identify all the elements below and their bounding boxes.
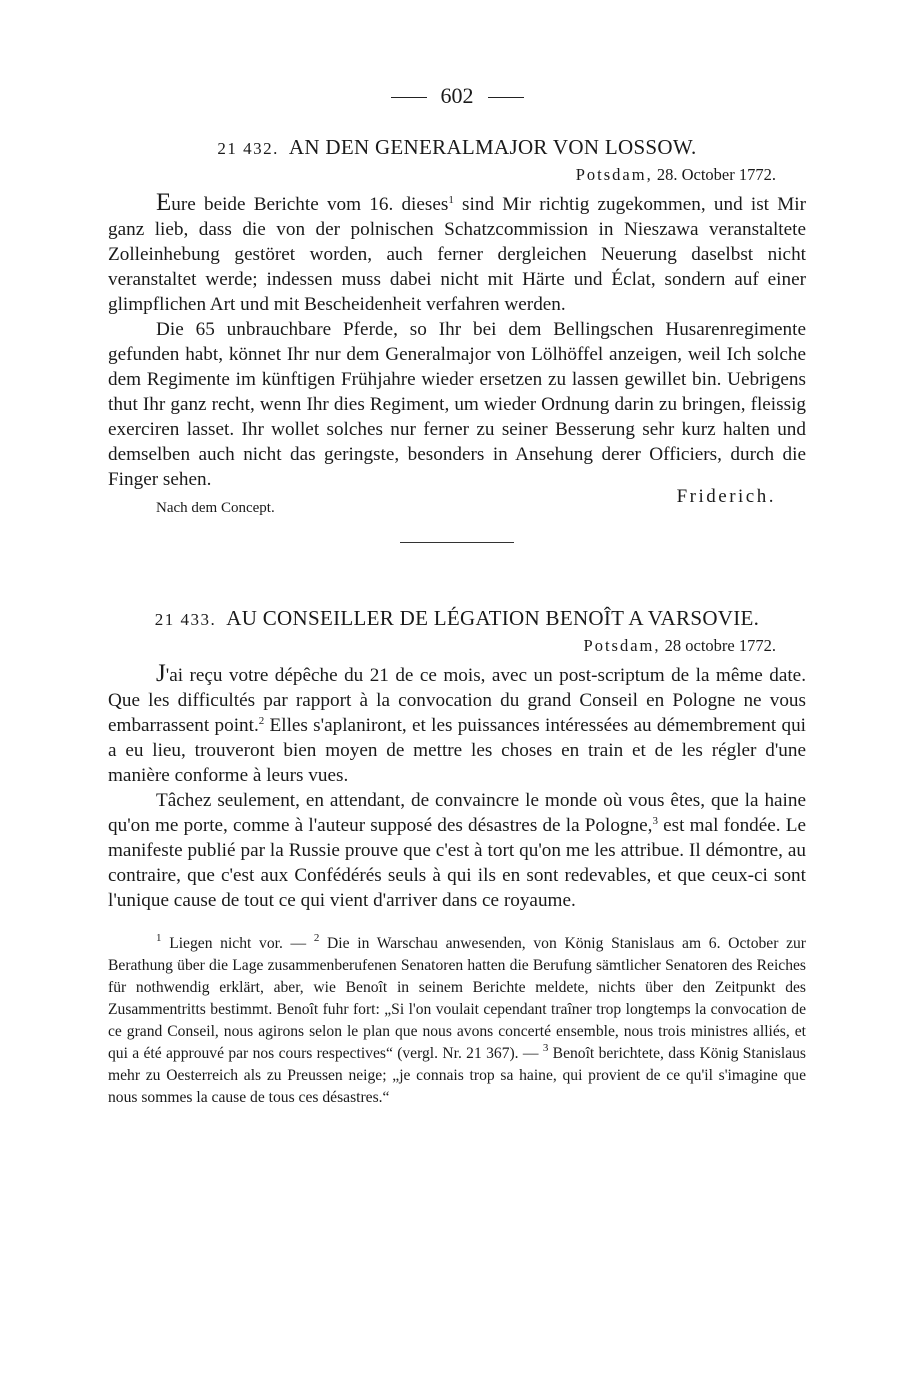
footnote-block xyxy=(108,933,806,1109)
letter-1-heading xyxy=(108,134,806,162)
footnote-3-mark: 3 xyxy=(542,1042,549,1054)
page-number xyxy=(108,80,806,112)
footnote-ref-1: 1 xyxy=(448,194,454,206)
footnote-2-mark: 2 xyxy=(313,932,320,944)
letter-2-body xyxy=(108,661,806,913)
letter-1-addressee: AN DEN GENERALMAJOR VON LOSSOW. xyxy=(288,135,697,159)
letter-2-number: 21 433. xyxy=(154,610,217,629)
letter-2-paragraph-2: Tâchez seulement, en attendant, de convaincre le monde où vous êtes, que la haine qu'on me porte, comme à l'auteur supposé des désastres de la Pologne,$^3$ est mal fondée. Le manifeste publié par la Russie prouve que c'est à tort qu'on me les attribue. Il démontre, au contraire, que c'est aux Confédérés seuls à qui ils en sont redevables, et que ceux-ci sont l'unique cause de tout ce qui vient d'arriver dans ce royaume. xyxy=(108,790,806,911)
letter-1-closing xyxy=(108,486,806,524)
letter-1-dateline xyxy=(108,164,806,186)
footnote-ref-3: 3 xyxy=(652,815,658,827)
letter-1-paragraph-2: Die 65 unbrauchbare Pferde, so Ihr bei dem Bellingschen Husarenregimente gefunden habt, könnet Ihr nur dem Generalmajor von Lölhöffel anzeigen, weil Ich solche dem Regimente im künftigen Frühjahre wieder ersetzen zu lassen gewillet bin. Uebrigens thut Ihr ganz recht, wenn Ihr dies Regiment, um wieder Ordnung darin zu bringen, fleissig exerciren lasset. Ihr wollet solches nur ferner zu seiner Besserung sehr kurz halten und demselben auch nicht das geringste, besonders in Ansehung derer Officiers, durch die Finger sehen. xyxy=(108,319,806,490)
letter-1-number: 21 432. xyxy=(217,139,279,158)
letter-2-date: 28 octobre 1772. xyxy=(664,636,776,655)
letter-2-initial: J xyxy=(156,660,166,687)
document-page xyxy=(108,80,806,1109)
letter-2-paragraph-1: J'ai reçu votre dépêche du 21 de ce mois, avec un post-scriptum de la même date. Que les difficultés par rapport à la convocation du grand Conseil en Pologne ne vous embarrassent point.$^2$ Elles s'aplaniront, et les puissances intéressées au démembrement qui a eu lieu, trouveront bien moyen de mettre les choses en train et de les régler d'une manière conforme à leurs vues. xyxy=(108,660,806,786)
page-number-dash-right xyxy=(488,97,524,98)
letter-1-initial: E xyxy=(156,189,172,216)
footnote-1-mark: 1 xyxy=(156,932,162,944)
letter-1-date: 28. October 1772. xyxy=(656,165,776,184)
footnote-2-text: Die in Warschau anwesenden, von König Stanislaus am 6. October zur Berathung über die Lage zusammenberufenen Senatoren hatten die Berufung sämtlicher Senatoren des Reiches für nothwendig erklärt, aber, wie Benoît in seinem Berichte meldete, nichts über den Zeitpunkt des Zusammentritts bestimmt. Benoît fuhr fort: „Si l'on voulait cependant traîner trop longtemps la convocation de ce grand Conseil, nous agirons selon le plan que nous avons concerté ensemble, nous trois ministres alliés, et qui a été approuvé par nos cours respectives“ (vergl. Nr. 21 367). — xyxy=(108,935,807,1062)
letter-2-heading xyxy=(108,605,806,633)
page-number-dash-left xyxy=(391,97,427,98)
footnotes xyxy=(108,933,806,1109)
footnote-3-text: Benoît berichtete, dass König Stanislaus mehr zu Oesterreich als zu Preussen neige; „je connais trop sa haine, qui provient de ce qu'il s'imagine que nous sommes la cause de tous ces désastres.“ xyxy=(108,1045,807,1106)
letter-1-paragraph-1: Eure beide Berichte vom 16. dieses$^1$ sind Mir richtig zugekommen, und ist Mir ganz lieb, dass die von der polnischen Schatzcommission in Nieszawa veranstaltete Zolleinhebung gestöret worden, auch ferner dergleichen Neuerung daselbst nicht veranstaltet werde; indessen muss dabei nicht mit Härte und Éclat, sondern auf einer glimpflichen Art und mit Bescheidenheit verfahren werden. xyxy=(108,189,806,315)
letter-1-source-note: Nach dem Concept. xyxy=(156,500,275,516)
footnote-ref-2: 2 xyxy=(258,715,265,727)
footnote-1-text: Liegen nicht vor. — xyxy=(161,935,314,952)
letter-1-place: Potsdam, xyxy=(575,165,653,184)
letter-1-signature: Friderich. xyxy=(676,486,776,507)
section-separator xyxy=(400,542,514,543)
letter-2-dateline xyxy=(108,635,806,657)
page-number-text: 602 xyxy=(440,83,474,108)
letter-2-addressee: AU CONSEILLER DE LÉGATION BENOÎT A VARSOVIE. xyxy=(226,606,760,630)
letter-1-body xyxy=(108,190,806,492)
letter-2-place: Potsdam, xyxy=(583,636,661,655)
